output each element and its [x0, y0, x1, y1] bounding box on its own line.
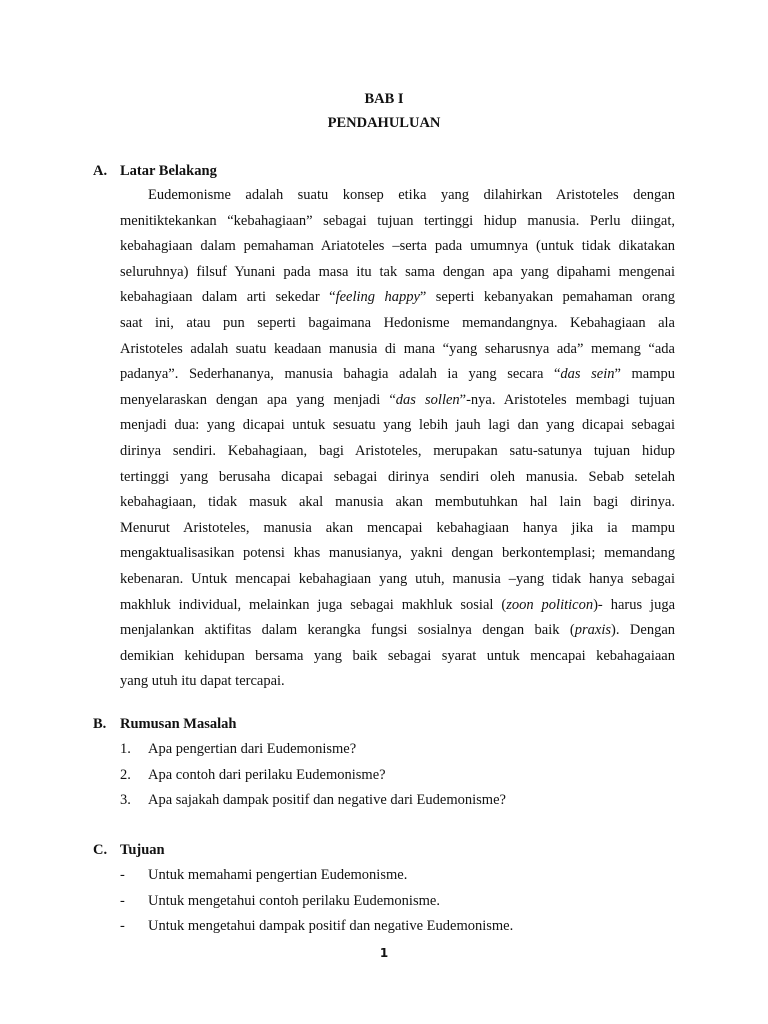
chapter-title: BAB I: [364, 91, 404, 107]
paragraph-line: seluruhnya) filsuf Yunani pada masa itu tak sama dengan apa yang dipahami mengenai: [120, 263, 675, 280]
paragraph-line: [120, 388, 675, 414]
list-marker: 3.: [120, 792, 131, 808]
italic-term: praxis: [574, 622, 612, 639]
paragraph-line: mengaktualisasikan potensi khas manusianya, yakni dengan berkontemplasi; memandang: [120, 545, 675, 562]
line-segment: menjalankan aktifitas dalam kerangka fungsi sosialnya dengan baik (: [120, 622, 575, 639]
paragraph-line: saat ini, atau pun seperti bagaimana Hedonisme memandangnya. Kebahagiaan ala: [120, 314, 675, 331]
list-item: [120, 767, 386, 784]
line-segment: makhluk individual, melainkan juga sebagai makhluk sosial (: [120, 596, 507, 613]
section-b-letter: B.: [93, 716, 107, 732]
line-segment: ”-nya. Aristoteles membagi tujuan: [459, 391, 675, 408]
list-item: [120, 893, 440, 910]
section-c-heading: [93, 842, 165, 859]
list-marker: 1.: [120, 741, 131, 757]
paragraph-line: kebahagiaan dalam pemahaman Ariatoteles –serta pada umumnya (untuk tidak dikatakan: [120, 238, 675, 255]
line-segment: ” mampu: [614, 366, 675, 383]
section-c-letter: C.: [93, 842, 108, 858]
section-a-title: Latar Belakang: [120, 163, 217, 179]
paragraph-line: demikian kehidupan bersama yang baik sebagai syarat untuk mencapai kebahagaiaan: [120, 647, 675, 664]
section-c-title: Tujuan: [120, 842, 165, 858]
section-a-paragraph: [120, 183, 675, 695]
line-segment: padanya”. Sederhananya, manusia bahagia adalah ia yang secara “: [120, 366, 561, 383]
line-segment: menyelaraskan dengan apa yang menjadi “: [120, 391, 396, 408]
paragraph-line: [120, 285, 675, 311]
chapter-subtitle: PENDAHULUAN: [327, 115, 441, 131]
section-b-heading: [93, 716, 236, 733]
paragraph-line: menitiktekankan “kebahagiaan” sebagai tujuan tertinggi hidup manusia. Perlu diingat,: [120, 212, 675, 229]
italic-term: zoon politicon: [506, 596, 594, 613]
list-marker: -: [120, 867, 125, 883]
section-b-title: Rumusan Masalah: [120, 716, 237, 732]
line-segment: kebahagiaan dalam arti sekedar “: [120, 289, 336, 306]
paragraph-line: [120, 618, 675, 644]
list-text: Untuk mengetahui dampak positif dan negative Eudemonisme.: [148, 918, 514, 934]
page-number: 1: [379, 946, 389, 960]
list-item: [120, 867, 407, 884]
list-marker: -: [120, 918, 125, 934]
line-segment: )- harus juga: [593, 596, 675, 613]
paragraph-line: yang utuh itu dapat tercapai.: [120, 673, 285, 690]
list-marker: 2.: [120, 767, 131, 783]
italic-term: das sollen: [395, 391, 460, 408]
italic-term: das sein: [560, 366, 615, 383]
list-text: Apa sajakah dampak positif dan negative dari Eudemonisme?: [148, 792, 506, 808]
list-item: [120, 918, 513, 935]
section-a-heading: [93, 163, 217, 180]
line-segment: ” seperti kebanyakan pemahaman orang: [419, 289, 675, 306]
list-text: Apa pengertian dari Eudemonisme?: [148, 741, 357, 757]
paragraph-line: [120, 362, 675, 388]
section-a-letter: A.: [93, 163, 108, 179]
paragraph-line: dirinya sendiri. Kebahagiaan, bagi Aristoteles, merupakan satu-satunya tujuan hidup: [120, 442, 675, 459]
paragraph-line: Eudemonisme adalah suatu konsep etika yang dilahirkan Aristoteles dengan: [148, 187, 675, 203]
paragraph-line: tertinggi yang berusaha dicapai sebagai dirinya sendiri oleh manusia. Sebab setelah: [120, 468, 675, 485]
paragraph-line: menjadi dua: yang dicapai untuk sesuatu yang lebih jauh lagi dan yang dicapai sebagai: [120, 417, 675, 434]
list-marker: -: [120, 893, 125, 909]
list-text: Untuk mengetahui contoh perilaku Eudemonisme.: [148, 893, 440, 909]
paragraph-line: [120, 593, 675, 619]
paragraph-line: Aristoteles adalah suatu keadaan manusia di mana “yang seharusnya ada” memang “ada: [120, 340, 675, 357]
list-text: Apa contoh dari perilaku Eudemonisme?: [148, 767, 386, 783]
paragraph-line: Menurut Aristoteles, manusia akan mencapai kebahagiaan hanya jika ia mampu: [120, 519, 675, 536]
list-item: [120, 741, 356, 758]
paragraph-line: kebahagiaan, tidak masuk akal manusia akan membutuhkan hal lain bagi dirinya.: [120, 494, 675, 511]
list-item: [120, 792, 506, 809]
list-text: Untuk memahami pengertian Eudemonisme.: [148, 867, 408, 883]
paragraph-line: kebenaran. Untuk mencapai kebahagiaan yang utuh, manusia –yang tidak hanya sebagai: [120, 570, 675, 587]
line-segment: ). Dengan: [611, 622, 675, 639]
italic-term: feeling happy: [335, 289, 420, 306]
